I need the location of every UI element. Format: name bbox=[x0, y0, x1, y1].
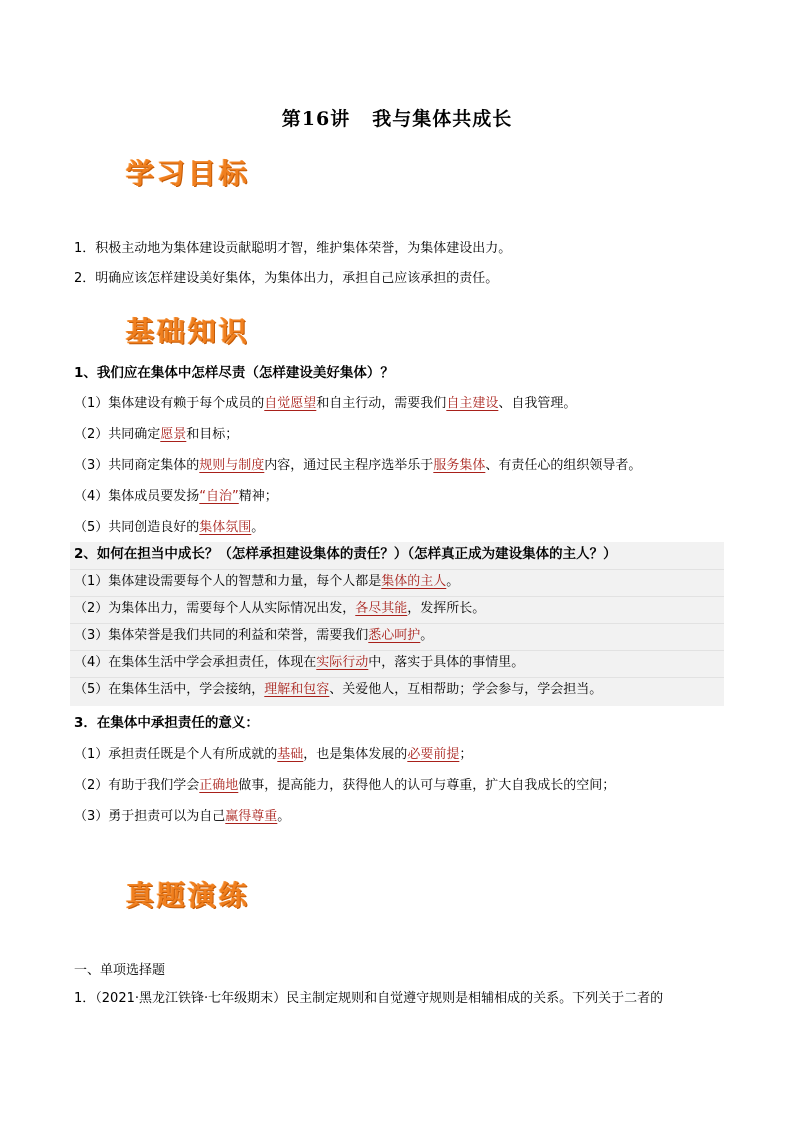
key-term: 规则与制度 bbox=[199, 458, 265, 473]
point-text: （1）承担责任既是个人有所成就的 bbox=[74, 747, 278, 762]
point-text: 、有责任心的组织领导者。 bbox=[485, 458, 642, 473]
point-text: （2）有助于我们学会 bbox=[74, 778, 200, 793]
section-1-point-4 bbox=[74, 488, 278, 506]
point-text: （3）集体荣誉是我们共同的利益和荣誉，需要我们 bbox=[74, 628, 369, 643]
row-divider bbox=[70, 650, 724, 651]
lesson-name: 我与集体共成长 bbox=[372, 108, 513, 130]
point-text: 。 bbox=[251, 520, 265, 535]
key-term: 理解和包容 bbox=[264, 682, 330, 697]
section-1-point-3 bbox=[74, 457, 641, 475]
point-text: ，也是集体发展的 bbox=[303, 747, 408, 762]
section-3-point-1 bbox=[74, 746, 472, 764]
key-term: 悉心呵护 bbox=[368, 628, 421, 643]
point-text: ； bbox=[459, 747, 473, 762]
section-1-point-5 bbox=[74, 519, 264, 537]
key-term: 正确地 bbox=[199, 778, 239, 793]
section-1-point-1 bbox=[74, 395, 576, 413]
section-2-point-1 bbox=[74, 573, 459, 591]
goal-item-2: 2．明确应该怎样建设美好集体，为集体出力，承担自己应该承担的责任。 bbox=[74, 271, 499, 286]
key-term: 自觉愿望 bbox=[264, 396, 317, 411]
key-term: 集体的主人 bbox=[381, 574, 447, 589]
section-2-point-5 bbox=[74, 681, 602, 699]
section-1-point-2 bbox=[74, 426, 238, 444]
goal-item-1: 1．积极主动地为集体建设贡献聪明才智，维护集体荣誉，为集体建设出力。 bbox=[74, 241, 512, 256]
key-term: 必要前提 bbox=[407, 747, 460, 762]
point-text: 。 bbox=[446, 574, 460, 589]
row-divider bbox=[70, 569, 724, 570]
key-term: 基础 bbox=[277, 747, 304, 762]
key-term: 愿景 bbox=[160, 427, 187, 442]
key-term: 实际行动 bbox=[316, 655, 369, 670]
row-divider bbox=[70, 677, 724, 678]
point-text: （1）集体建设有赖于每个成员的 bbox=[74, 396, 265, 411]
point-text: 做事，提高能力，获得他人的认可与尊重，扩大自我成长的空间； bbox=[238, 778, 616, 793]
key-term: 各尽其能 bbox=[355, 601, 408, 616]
section-2-point-4 bbox=[74, 654, 524, 672]
section-3-point-3 bbox=[74, 808, 290, 826]
section-3-heading: 3．在集体中承担责任的意义： bbox=[74, 715, 259, 731]
section-2-point-2 bbox=[74, 600, 485, 618]
question-type-heading: 一、单项选择题 bbox=[74, 963, 166, 978]
section-2-point-3 bbox=[74, 627, 433, 645]
point-text: 内容，通过民主程序选举乐于 bbox=[264, 458, 434, 473]
row-divider bbox=[70, 623, 724, 624]
point-text: （1）集体建设需要每个人的智慧和力量，每个人都是 bbox=[74, 574, 382, 589]
point-text: （4）集体成员要发扬 bbox=[74, 489, 200, 504]
banner-basic-knowledge: 基础知识 bbox=[126, 315, 251, 348]
lesson-number: 第16讲 bbox=[281, 108, 351, 130]
point-text: ，发挥所长。 bbox=[407, 601, 486, 616]
point-text: （5）共同创造良好的 bbox=[74, 520, 200, 535]
key-term: 赢得尊重 bbox=[225, 809, 278, 824]
page-title bbox=[0, 104, 794, 131]
key-term: 集体氛围 bbox=[199, 520, 252, 535]
point-text: （2）为集体出力，需要每个人从实际情况出发， bbox=[74, 601, 356, 616]
key-term: “自治” bbox=[199, 489, 239, 504]
point-text: 和目标； bbox=[186, 427, 239, 442]
point-text: 和自主行动，需要我们 bbox=[316, 396, 447, 411]
point-text: 。 bbox=[420, 628, 434, 643]
point-text: （2）共同确定 bbox=[74, 427, 161, 442]
key-term: 服务集体 bbox=[433, 458, 486, 473]
section-1-heading: 1、我们应在集体中怎样尽责（怎样建设美好集体）？ bbox=[74, 365, 394, 381]
point-text: 精神； bbox=[238, 489, 278, 504]
point-text: （3）共同商定集体的 bbox=[74, 458, 200, 473]
question-1-text: 1．（2021·黑龙江铁锋·七年级期末）民主制定规则和自觉遵守规则是相辅相成的关系。下列关于二者的 bbox=[74, 991, 664, 1006]
row-divider bbox=[70, 596, 724, 597]
point-text: （5）在集体生活中，学会接纳， bbox=[74, 682, 265, 697]
point-text: 、关爱他人，互相帮助；学会参与，学会担当。 bbox=[329, 682, 603, 697]
banner-learning-goals: 学习目标 bbox=[126, 157, 251, 190]
point-text: （3）勇于担责可以为自己 bbox=[74, 809, 226, 824]
point-text: 。 bbox=[277, 809, 291, 824]
point-text: （4）在集体生活中学会承担责任，体现在 bbox=[74, 655, 317, 670]
key-term: 自主建设 bbox=[446, 396, 499, 411]
point-text: 中，落实于具体的事情里。 bbox=[368, 655, 525, 670]
point-text: 、自我管理。 bbox=[498, 396, 577, 411]
banner-real-exercises: 真题演练 bbox=[126, 879, 251, 912]
section-2-heading: 2、如何在担当中成长？（怎样承担建设集体的责任？）（怎样真正成为建设集体的主人？） bbox=[74, 546, 617, 562]
section-3-point-2 bbox=[74, 777, 615, 795]
